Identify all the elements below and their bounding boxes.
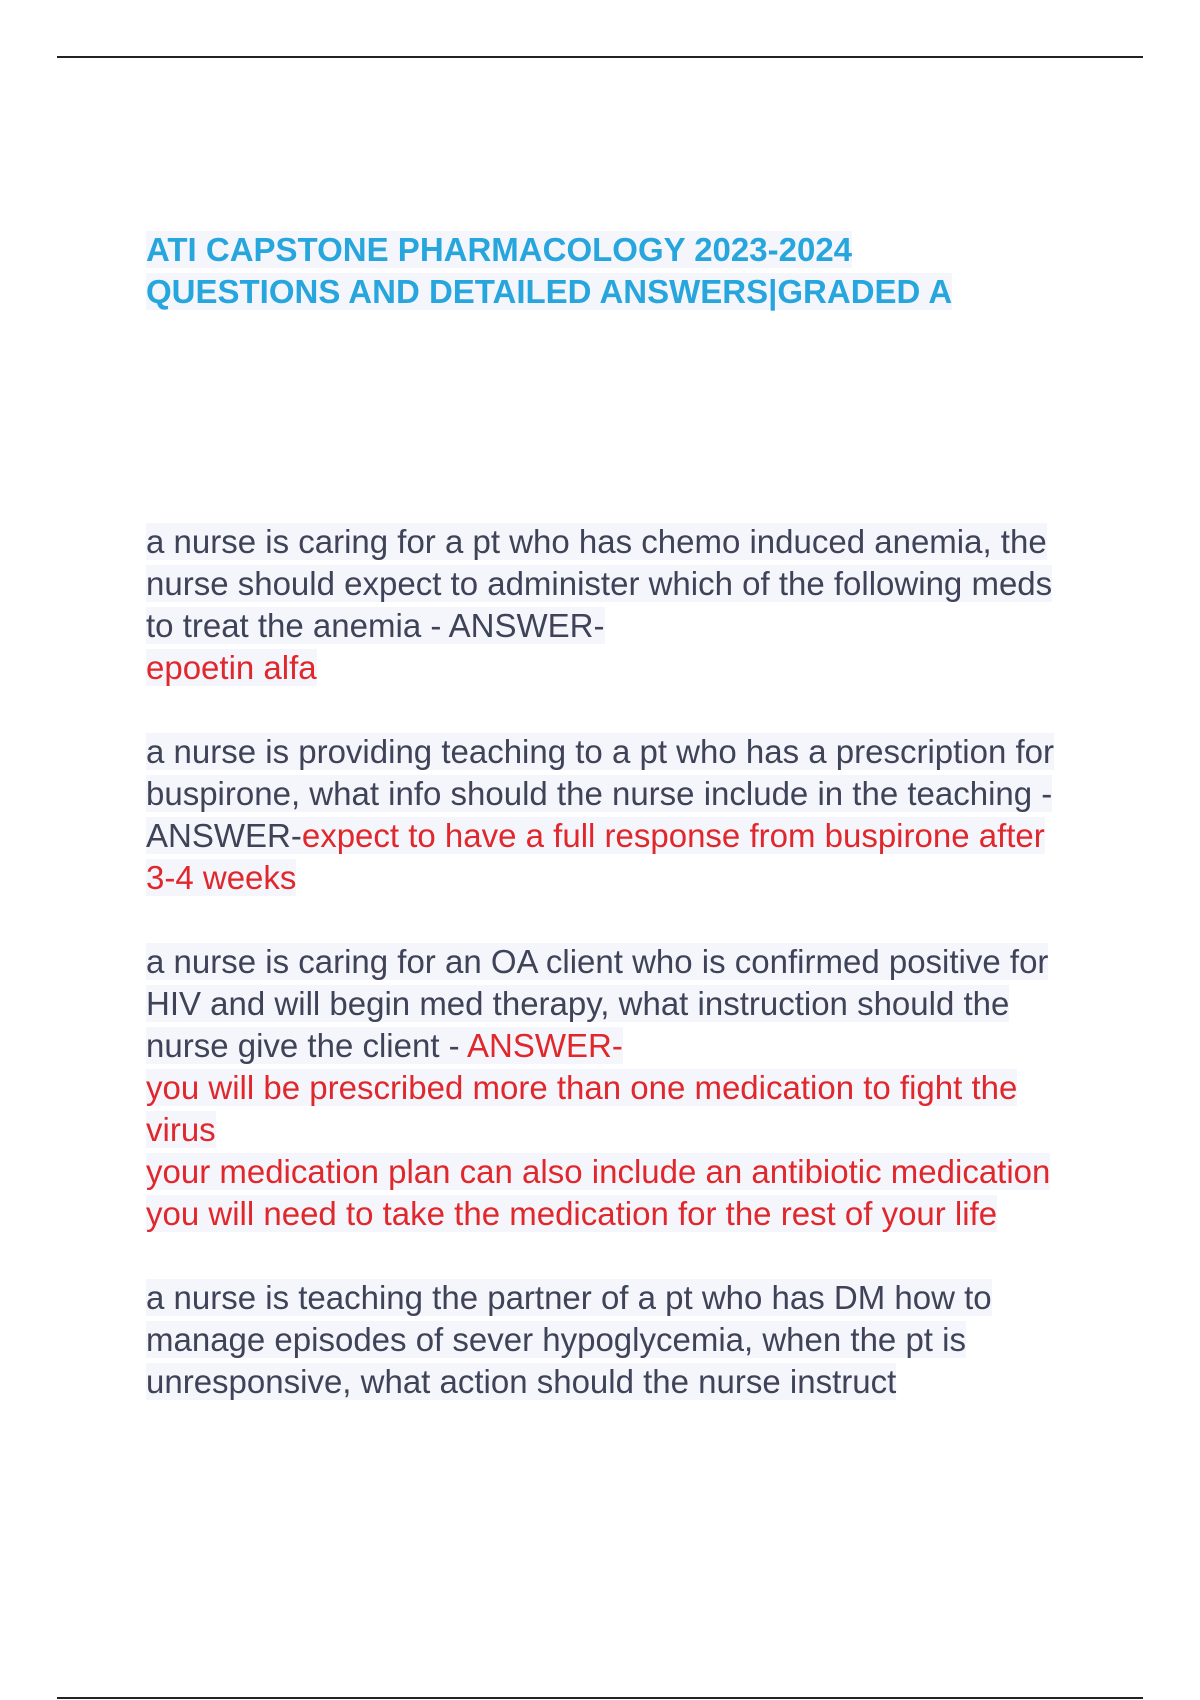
answer-label: ANSWER- bbox=[467, 1027, 623, 1064]
answer-label: ANSWER- bbox=[146, 817, 302, 854]
qa-list bbox=[146, 521, 1066, 1445]
top-rule bbox=[57, 56, 1143, 58]
answer-text-line-2: your medication plan can also include an antibiotic medication bbox=[146, 1153, 1051, 1190]
answer-text: epoetin alfa bbox=[146, 649, 317, 686]
answer-text: expect to have a full response from buspirone after 3-4 weeks bbox=[146, 817, 1045, 896]
qa-item-2 bbox=[146, 731, 1066, 899]
document-title bbox=[146, 229, 1066, 313]
question-text: a nurse is providing teaching to a pt who has a prescription for buspirone, what info should the nurse include in the teaching - bbox=[146, 733, 1055, 812]
title-line-1: ATI CAPSTONE PHARMACOLOGY 2023-2024 bbox=[146, 231, 853, 268]
answer-text-line-1: you will be prescribed more than one medication to fight the virus bbox=[146, 1069, 1018, 1148]
answer-text-line-3: you will need to take the medication for the rest of your life bbox=[146, 1195, 998, 1232]
title-line-2: QUESTIONS AND DETAILED ANSWERS|GRADED A bbox=[146, 273, 953, 310]
question-text: a nurse is caring for a pt who has chemo induced anemia, the nurse should expect to administer which of the following meds to treat the anemia - bbox=[146, 523, 1053, 644]
question-text: a nurse is caring for an OA client who is confirmed positive for HIV and will begin med therapy, what instruction should the nurse give the client - bbox=[146, 943, 1049, 1064]
qa-item-3 bbox=[146, 941, 1066, 1235]
qa-item-1 bbox=[146, 521, 1066, 689]
answer-label: ANSWER- bbox=[448, 607, 605, 644]
bottom-rule bbox=[57, 1697, 1143, 1699]
question-text: a nurse is teaching the partner of a pt who has DM how to manage episodes of sever hypoglycemia, when the pt is unresponsive, what action should the nurse instruct bbox=[146, 1279, 992, 1400]
qa-item-4 bbox=[146, 1277, 1066, 1403]
